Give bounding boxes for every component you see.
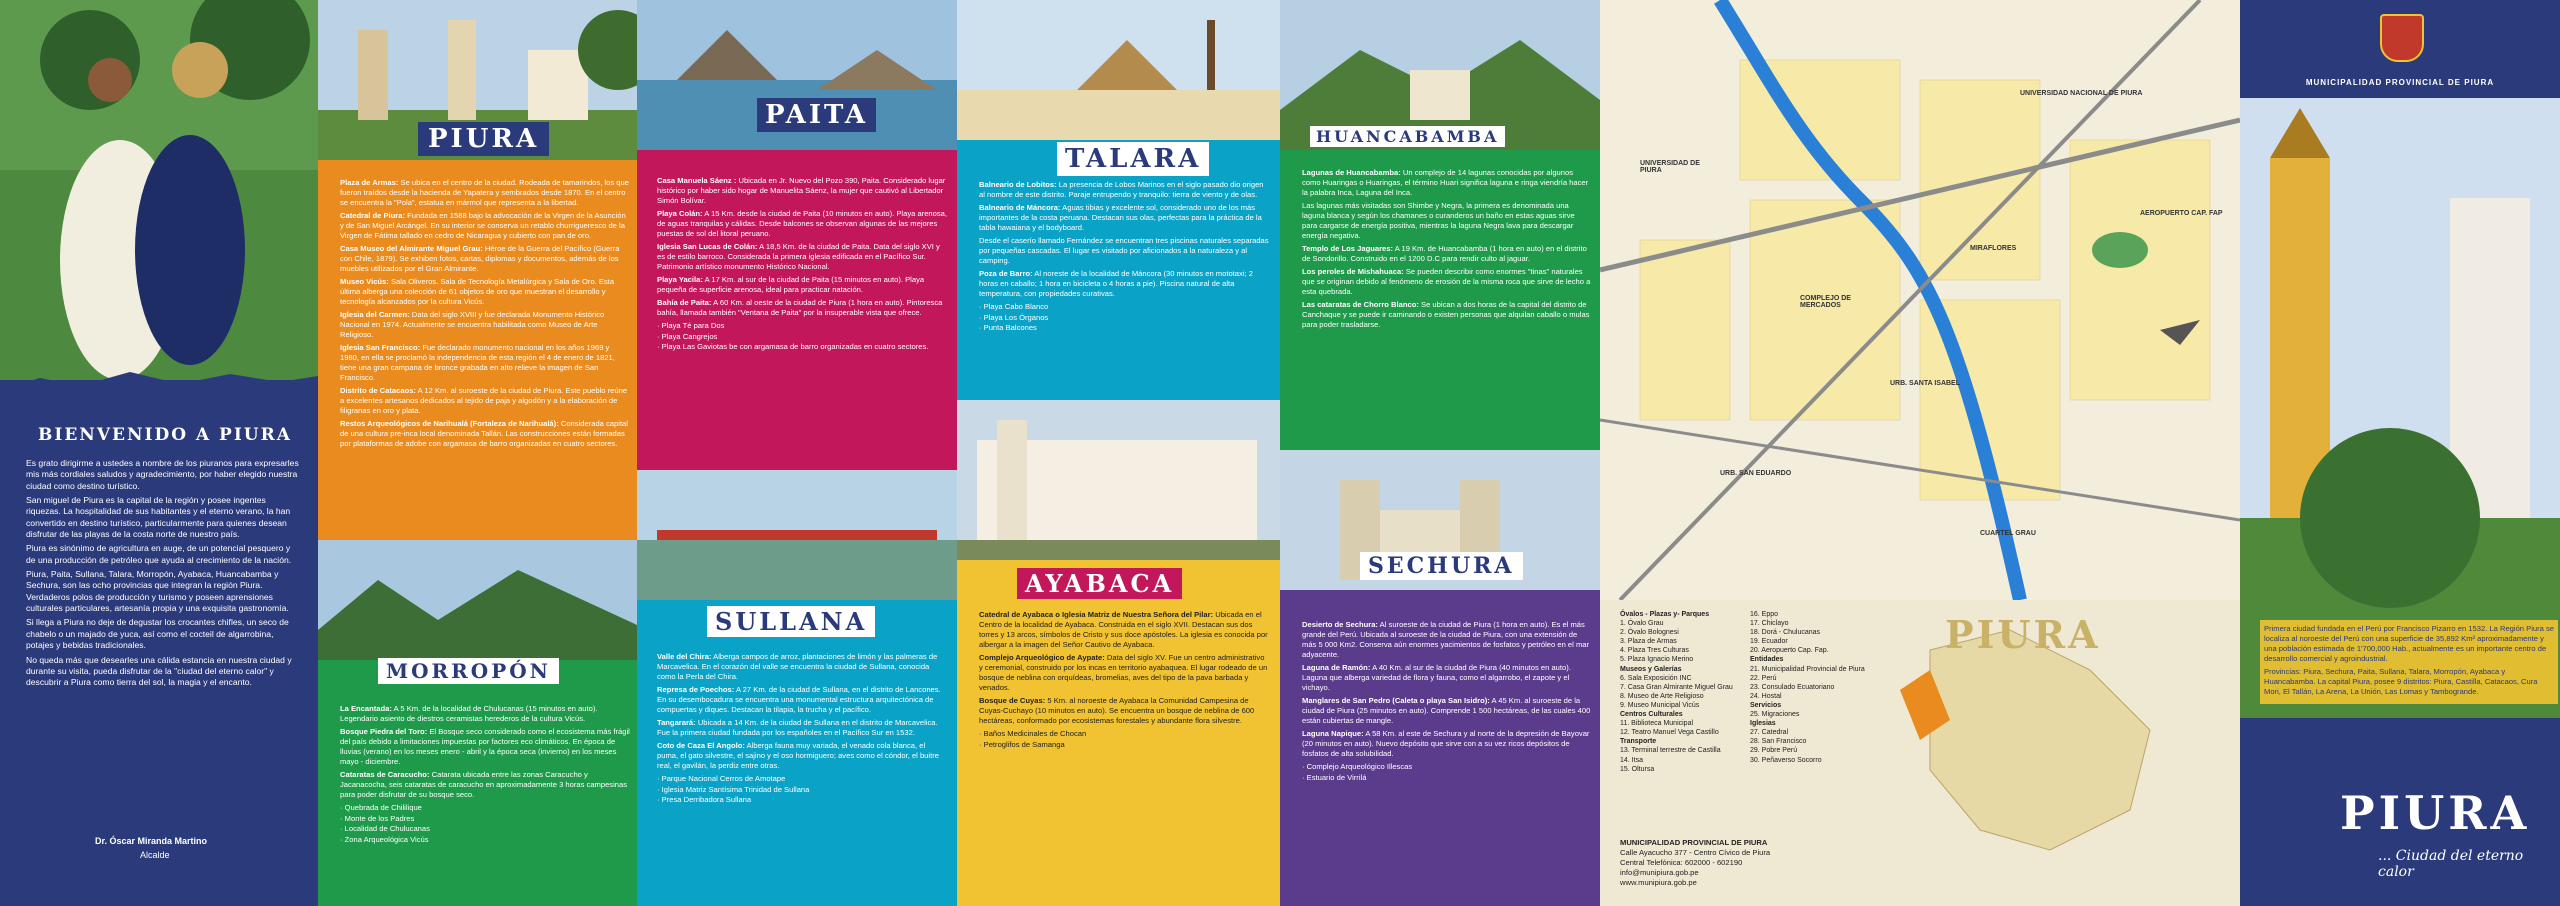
sullana-image — [637, 470, 957, 600]
talara-image — [957, 0, 1280, 140]
legend-item: 11. Biblioteca Municipal — [1620, 720, 1694, 728]
legend-item: 25. Migraciones — [1750, 711, 1800, 719]
list-item: · Petroglifos de Samanga — [979, 739, 1065, 749]
huancabamba-entry: Las cataratas de Chorro Blanco: Se ubican a dos horas de la capital del distrito de Canchaque y se puede ir caminando o existen personas que alquilan caballo o mulas para poder trasladarse. — [1302, 300, 1590, 330]
morropon-photo — [318, 540, 637, 660]
list-item: · Presa Derribadora Sullana — [657, 795, 752, 805]
legend-item: Entidades — [1750, 656, 1784, 664]
list-item: · Playa Té para Dos — [657, 321, 725, 331]
ayabaca-title: AYABACA — [1017, 568, 1182, 599]
list-item: · Baños Medicinales de Chocan — [979, 729, 1087, 739]
legend-item: 13. Terminal terrestre de Castilla — [1620, 747, 1721, 755]
piura-entry: Plaza de Armas: Se ubica en el centro de la ciudad. Rodeada de tamarindos, los que fueron traídos desde la hacienda de Yapatera y sembrados desde 1870. En el centro se encuentra la "Pola", estatua en mármol que representa a la libertad. — [340, 178, 629, 208]
ayabaca-entry: Complejo Arqueológico de Aypate: Data del siglo XV. Fue un centro administrativo y ceremonial, construido por los incas en territorio ayabaquea. El lugar rodeado de un bosque de neblina con orquídeas, bromelias, aves del tipo de la pava barbada y venados. — [979, 653, 1268, 693]
list-item: · Parque Nacional Cerros de Amotape — [657, 774, 786, 784]
huancabamba-entry: Templo de Los Jaguares: A 19 Km. de Huancabamba (1 hora en auto) en el distrito de Sondorillo. Construido en el 1200 D.C para rendir culto al jaguar. — [1302, 244, 1587, 264]
coat-of-arms-icon — [2380, 14, 2424, 62]
list-item: · Playa Las Gaviotas be con argamasa de barro organizadas en cuatro sectores. — [657, 342, 929, 352]
legend-item: 28. San Francisco — [1750, 738, 1807, 746]
sechura-entry: Manglares de San Pedro (Caleta o playa San Isidro): A 45 Km. al suroeste de la ciudad de Piura (25 minutos en auto). Comprende 1 500 hectáreas, de las cuales 400 están cubiertas de mangle. — [1302, 696, 1591, 726]
ayabaca-entry: Bosque de Cuyas: 5 Km. al noroeste de Ayabaca la Comunidad Campesina de Cuyas-Cuchayo (10 minutos en auto). Se encuentra un bosque de neblina de 600 hectáreas, conformado por ecosistemas forestales y abundante flora silvestre. — [979, 696, 1255, 726]
cover-provinces: Provincias: Piura, Sechura, Paita, Sullana, Talara, Morropón, Ayabaca y Huancabamba. La capital Piura, posee 9 distritos: Piura, Castilla, Catacaos, Cura Mori, El Tallán, La Arena, La Unión, Las Lomas y Tambogrande. — [2264, 667, 2538, 697]
signature-name: Dr. Óscar Miranda Martino — [95, 836, 208, 846]
list-item: · Complejo Arqueológico Illescas — [1302, 762, 1413, 772]
map-footer — [1620, 838, 1880, 888]
morropon-entry: La Encantada: A 5 Km. de la localidad de Chulucanas (15 minutos en auto). Legendario asiento de diestros ceramistas herederos de la cultura Vicús. — [340, 704, 598, 724]
legend-item: 21. Municipalidad Provincial de Piura — [1750, 665, 1865, 673]
legend-title: Óvalos - Plazas y- Parques — [1620, 611, 1710, 618]
huancabamba-entry: Las lagunas más visitadas son Shimbe y Negra, la primera es denominada una laguna blanca y según los chamanes o curanderos un baño en estas aguas sirve para cargarse de energía positiva, mientras la laguna Negra lava para descargar energía negativa. — [1302, 201, 1575, 241]
legend-item: 16. Eppo — [1750, 611, 1779, 618]
sullana-entry: Valle del Chira: Alberga campos de arroz, plantaciones de limón y las palmeras de Marcavelica. En el corazón del valle se encuentra la ciudad de Sullana, conocida como la Perla del Chira. — [657, 652, 938, 682]
huancabamba-entry: Los peroles de Mishahuaca: Se pueden describir como enormes "tinas" naturales que se originan debido al fenómeno de erosión de la misma roca que sirve de lecho a esta quebrada. — [1302, 267, 1591, 297]
ayabaca-section — [957, 400, 1280, 906]
list-item: · Punta Balcones — [979, 323, 1037, 333]
legend-item: 29. Pobre Perú — [1750, 747, 1798, 755]
map-label: UNIVERSIDAD DE PIURA — [1640, 160, 1700, 174]
sechura-entry: Desierto de Sechura: Al suroeste de la ciudad de Piura (1 hora en auto). Es el más grande del Perú. Ubicada al suroeste de la ciudad de Piura, con una extensión de más 5 000 Km2. Conserva aún enormes yacimientos de fosfatos y petróleo en el mar adyacente. — [1302, 620, 1590, 660]
welcome-title: BIENVENIDO A PIURA — [38, 425, 292, 445]
legend-item: Transporte — [1620, 738, 1657, 746]
huancabamba-title: HUANCABAMBA — [1310, 126, 1505, 147]
cover-title: PIURA — [2340, 786, 2531, 840]
legend-item: Centros Culturales — [1620, 711, 1683, 719]
footer-title: MUNICIPALIDAD PROVINCIAL DE PIURA — [1620, 838, 1768, 847]
piura-entry: Distrito de Catacaos: A 12 Km. al suroeste de la ciudad de Piura. Este pueblo reúne a excelentes artesanos dedicados al tejido de paja y algodón y a la elaboración de filigranas en oro y plata. — [340, 386, 628, 416]
talara-panel — [957, 0, 1280, 906]
sullana-section — [637, 470, 957, 906]
piura-entry: Catedral de Piura: Fundada en 1588 bajo la advocación de la Virgen de la Asunción y de San Miguel Arcángel. En su interior se conserva un retablo churrigueresco de la Virgen de Fátima tallado en cedro de Nicaragua y cubierto con pan de oro. — [340, 211, 626, 241]
morropon-list — [340, 803, 630, 846]
map-label: UNIVERSIDAD NACIONAL DE PIURA — [2020, 90, 2143, 97]
cover-intro-text: Primera ciudad fundada en el Perú por Francisco Pizarro en 1532. La Región Piura se localiza al noroeste del Perú con una superficie de 35,892 Km² aproximadamente y una población estimada de 1'700,000 Hab., actualmente es un importante centro de desarrollo comercial y agroindustrial. — [2264, 624, 2554, 664]
piura-panel — [318, 0, 637, 906]
huancabamba-panel — [1280, 0, 1600, 906]
paita-entry: Playa Yacila: A 17 Km. al sur de la ciudad de Paita (15 minutos en auto). Playa pequeña de superficie arenosa, ideal para practicar natación. — [657, 275, 925, 295]
talara-entry: Poza de Barro: Al noreste de la localidad de Máncora (30 minutos en mototaxi; 2 horas en caballo; 1 hora en bicicleta o 4 horas a pie). Piscina natural de alta temperatura, con propiedades curativas. — [979, 269, 1253, 299]
legend-item: 27. Catedral — [1750, 729, 1789, 737]
map-label: CUARTEL GRAU — [1980, 530, 2036, 537]
legend-item: 24. Hostal — [1750, 692, 1782, 700]
map-label: AEROPUERTO CAP. FAP — [2140, 210, 2223, 217]
legend-item: Servicios — [1750, 701, 1782, 709]
signature-role: Alcalde — [140, 850, 170, 860]
legend-item: 30. Peñaverso Socorro — [1750, 756, 1822, 764]
huancabamba-text — [1302, 168, 1592, 333]
welcome-paragraph: Piura es sinónimo de agricultura en auge, de un potencial pesquero y de una producción de petróleo que ayuda al crecimiento de la nación. — [26, 543, 292, 565]
city-map — [1600, 0, 2240, 600]
map-label: COMPLEJO DE MERCADOS — [1800, 295, 1851, 309]
legend-item: 23. Consulado Ecuatoriano — [1750, 683, 1835, 691]
sullana-text — [657, 652, 947, 806]
torn-edge — [0, 360, 318, 400]
footer-line: Calle Ayacucho 377 - Centro Cívico de Piura — [1620, 848, 1771, 858]
list-item: · Playa Los Órganos — [979, 312, 1049, 322]
welcome-paragraph: Piura, Paita, Sullana, Talara, Morropón, Ayabaca, Huancabamba y Sechura, son las ocho provincias que integran la región Piura. Verdaderos polos de producción y turismo y poseen aprensiones culturales particulares, artesanía propia y una exquisita gastronomía. — [26, 569, 289, 614]
map-label: MIRAFLORES — [1970, 245, 2017, 252]
sullana-title: SULLANA — [707, 606, 875, 637]
map-legend-2 — [1750, 610, 1900, 765]
legend-item: 8. Museo de Arte Religioso — [1620, 692, 1704, 700]
piura-entry: Iglesia San Francisco: Fue declarado monumento nacional en los años 1969 y 1980, en ella se proclamó la independencia de esta región el 4 de enero de 1821, tiene una gran campana de bronce grabada en alto relieve la imagen de San Francisco. — [340, 343, 615, 383]
legend-item: 5. Plaza Ignacio Merino — [1620, 656, 1694, 664]
welcome-paragraph: No queda más que desearles una cálida estancia en nuestra ciudad y durante su visita, pueda disfrutar de la "ciudad del eterno calor" y descubrir a Piura como tierra del sol, la magia y el encanto. — [26, 654, 292, 688]
sullana-entry: Coto de Caza El Angolo: Alberga fauna muy variada, el venado cola blanca, el puma, el gato silvestre, el sajino y el oso hormiguero; aves como el cóndor, el buitre real, el gavilán, la perdiz entre otras. — [657, 741, 939, 771]
legend-item: 4. Plaza Tres Culturas — [1620, 647, 1689, 655]
piura-entry: Casa Museo del Almirante Miguel Grau: Héroe de la Guerra del Pacífico (Guerra con Chile, 1879). Se exhiben fotos, cartas, diplomas y documentos, además de los muebles utilizados por el Gran Almirante. — [340, 244, 620, 274]
legend-item: 17. Chiclayo — [1750, 620, 1789, 628]
footer-line: www.munipiura.gob.pe — [1620, 878, 1697, 888]
paita-title: PAITA — [757, 98, 876, 132]
paita-text — [657, 176, 947, 353]
sechura-list — [1302, 762, 1592, 783]
piura-title: PIURA — [418, 122, 549, 156]
talara-text — [979, 180, 1269, 334]
footer-line: Central Telefónica: 602000 - 602190 — [1620, 858, 1743, 868]
legend-item: 15. Oltursa — [1620, 765, 1655, 773]
piura-text — [340, 178, 630, 452]
huancabamba-entry: Lagunas de Huancabamba: Un complejo de 14 lagunas conocidas por algunos como Huaringas o Huaringas, el término Huari significa laguna e ringa viendría hacer la palabra Inca, Laguna del Inca. — [1302, 168, 1589, 198]
paita-entry: Bahía de Paita: A 60 Km. al oeste de la ciudad de Piura (1 hora en auto). Pintoresca bahía, llamada también "Ventana de Paita" por la insuperable vista que ofrece. — [657, 298, 943, 318]
piura-entry: Iglesia del Carmen: Data del siglo XVIII y fue declarada Monumento Histórico Nacional en 1974. Actualmente se encuentra habilitada como Museo de Arte Religioso. — [340, 310, 605, 340]
talara-entry: Balneario de Lobitos: La presencia de Lobos Marinos en el siglo pasado dio origen al nombre de este distrito. Paraje entrupendo y tranquilo: tierra de viento y de olas. — [979, 180, 1264, 200]
legend-item: 2. Óvalo Bolognesi — [1620, 629, 1679, 637]
talara-entry: Desde el caserío llamado Fernández se encuentran tres piscinas naturales separadas por pequeñas cascadas. El lugar es visitado por aficionados a la naturaleza y al camping. — [979, 236, 1269, 266]
morropon-section — [318, 540, 637, 906]
morropon-text — [340, 704, 630, 846]
cover-intro — [2260, 620, 2558, 704]
sechura-section — [1280, 450, 1600, 906]
ayabaca-image — [957, 400, 1280, 560]
list-item: · Monte de los Padres — [340, 813, 415, 823]
legend-item: 14. Itsa — [1620, 756, 1643, 764]
talara-photo — [957, 0, 1280, 140]
morropon-entry: Cataratas de Caracucho: Catarata ubicada entre las zonas Caracucho y Jacanacocha, seis cataratas de caracucho en aproximadamente 3 horas campesinas para poder disfrutar de su bosque seco. — [340, 770, 628, 800]
paita-entry: Iglesia San Lucas de Colán: A 18,5 Km. de la ciudad de Paita. Data del siglo XVI y es de estilo barroco. Considerada la primera iglesia edificada en el Pacífico Sur. Patrimonio artístico monumento Histórico Nacional. — [657, 242, 940, 272]
map-label: URB. SANTA ISABEL — [1890, 380, 1960, 387]
list-item: · Playa Cangrejos — [657, 331, 718, 341]
welcome-paragraph: San miguel de Piura es la capital de la región y posee ingentes riquezas. La hospitalidad de sus habitantes y el eterno verano, la han convertido en destino turístico, particularmente para quienes desean disfrutar de las playas de la costa norte de nuestro país. — [26, 495, 291, 540]
welcome-paragraph: Si llega a Piura no deje de degustar los crocantes chifles, un seco de chabelo o un majado de yuca, así como el cocteil de algarrobina, potajes y bebidas tradicionales. — [26, 617, 289, 651]
legend-item: 22. Perú — [1750, 674, 1777, 682]
list-item: · Playa Cabo Blanco — [979, 302, 1049, 312]
legend-item: 9. Museo Municipal Vicús — [1620, 701, 1700, 709]
list-item: · Zona Arqueológica Vicús — [340, 835, 429, 845]
legend-item: Iglesias — [1750, 720, 1776, 728]
talara-list — [979, 302, 1269, 334]
dancers-image — [0, 0, 318, 380]
legend-item: 12. Teatro Manuel Vega Castillo — [1620, 729, 1719, 737]
welcome-panel — [0, 0, 318, 906]
sullana-list — [657, 774, 947, 806]
list-item: · Quebrada de Chililique — [340, 803, 422, 813]
sechura-title: SECHURA — [1360, 552, 1523, 580]
legend-item: 6. Sala Exposición INC — [1620, 674, 1692, 682]
list-item: · Estuario de Virrilá — [1302, 772, 1367, 782]
map-legend — [1620, 610, 1770, 774]
morropon-title: MORROPÓN — [378, 658, 559, 684]
ayabaca-list — [979, 729, 1269, 750]
talara-title: TALARA — [1057, 142, 1209, 176]
talara-entry: Balneario de Máncora: Aguas tibias y excelente sol, considerado uno de los más importantes de la costa peruana. Destacan sus olas, perfectas para la práctica de la tabla hawaiana y el bodyboard. — [979, 203, 1262, 233]
legend-item: 7. Casa Gran Almirante Miguel Grau — [1620, 683, 1733, 691]
ayabaca-text — [979, 610, 1269, 750]
cover-header: MUNICIPALIDAD PROVINCIAL DE PIURA — [2305, 78, 2495, 87]
sullana-entry: Represa de Poechos: A 27 Km. de la ciudad de Sullana, en el distrito de Lancones. En su desembocadura se encuentra una monumental estructura arquitectónica de compuertas y diques. Destacan la tilapia, la trucha y el pacífico. — [657, 685, 941, 715]
cover-panel — [2240, 0, 2560, 906]
legend-item: 18. Dorá - Chulucanas — [1750, 629, 1821, 637]
paita-entry: Playa Colán: A 15 Km. desde la ciudad de Paita (10 minutos en auto). Playa arenosa, de aguas tranquilas y cálidas. Desde balcones se observan algunas de las mejores puestas de sol del litoral peruano. — [657, 209, 948, 239]
dancers-photo — [0, 0, 318, 380]
sullana-entry: Tangarará: Ubicada a 14 Km. de la ciudad de Sullana en el distrito de Marcavelica. Fue la primera ciudad fundada por los españoles en el Pacífico Sur en 1532. — [657, 718, 938, 738]
piura-entry: Museo Vicús: Sala Oliveros. Sala de Tecnología Metalúrgica y Sala de Oro. Esta última alberga una colección de 61 objetos de oro que muestran el desarrollo y tecnología alcanzados por la cultura Vicús. — [340, 277, 615, 307]
ayabaca-photo — [957, 400, 1280, 560]
sechura-entry: Laguna Napique: A 58 Km. al este de Sechura y al norte de la depresión de Bayovar (20 minutos en auto). Nuevo depósito que sirve con a su vez ricos depósitos de fosfatos de alta solubilidad. — [1302, 729, 1590, 759]
region-piura-label: PIURA — [1945, 612, 2101, 657]
ayabaca-entry: Catedral de Ayabaca o Iglesia Matriz de Nuestra Señora del Pilar: Ubicada en el Centro de la localidad de Ayabaca. Construida en el siglo XVII. Destacan sus dos torres y 13 arcos, símbolos de Cristo y sus doce apóstoles. La iglesia es conocida por albergar a la imagen del Señor Cautivo de Ayabaca. — [979, 610, 1268, 650]
sechura-text — [1302, 620, 1592, 783]
legend-item: Museos y Galerías — [1620, 665, 1682, 673]
welcome-paragraph: Es grato dirigirme a ustedes a nombre de los piuranos para expresarles mis más cordiales saludos y agradecimiento, por haber elegido nuestra ciudad como destino turístico. — [26, 458, 299, 491]
map-label: URB. SAN EDUARDO — [1720, 470, 1792, 477]
welcome-body — [26, 458, 301, 692]
paita-list — [657, 321, 947, 353]
paita-entry: Casa Manuela Sáenz : Ubicada en Jr. Nuevo del Pozo 390, Paita. Considerado lugar histórico por haber sido hogar de Manuelita Sáenz, la mujer que cautivó al Libertador Simón Bolívar. — [657, 176, 946, 206]
footer-line: info@munipiura.gob.pe — [1620, 868, 1699, 878]
map-panel — [1600, 0, 2240, 906]
morropon-entry: Bosque Piedra del Toro: El Bosque seco considerado como el ecosistema más frágil del país debido a limitaciones impuestas por factores eco climáticos. En época de lluvias (verano) en los meses enero - abril y la época seca (invierno) en los meses mayo - diciembre. — [340, 727, 630, 767]
legend-item: 20. Aeropuerto Cap. Fap. — [1750, 647, 1829, 655]
legend-item: 19. Ecuador — [1750, 638, 1788, 646]
morropon-image — [318, 540, 637, 660]
legend-item: 1. Óvalo Grau — [1620, 620, 1664, 628]
list-item: · Localidad de Chulucanas — [340, 824, 430, 834]
list-item: · Iglesia Matriz Santísima Trinidad de Sullana — [657, 784, 810, 794]
legend-item: 3. Plaza de Armas — [1620, 638, 1677, 646]
paita-panel — [637, 0, 957, 906]
piura-entry: Restos Arqueológicos de Narihualá (Fortaleza de Narihualá): Considerada capital de una cultura pre-inca local denominada Tallán. Las construcciones están formadas por plataformas de adobe con argamasa de barro organizadas en cuatro sectores. — [340, 419, 628, 449]
sechura-entry: Laguna de Ramón: A 40 Km. al sur de la ciudad de Piura (40 minutos en auto). Laguna que alberga variedad de flora y fauna, como el algarrobo, el zapote y el vichayo. — [1302, 663, 1571, 693]
cover-slogan: ... Ciudad del eterno calor — [2378, 848, 2524, 880]
sullana-photo — [637, 470, 957, 600]
